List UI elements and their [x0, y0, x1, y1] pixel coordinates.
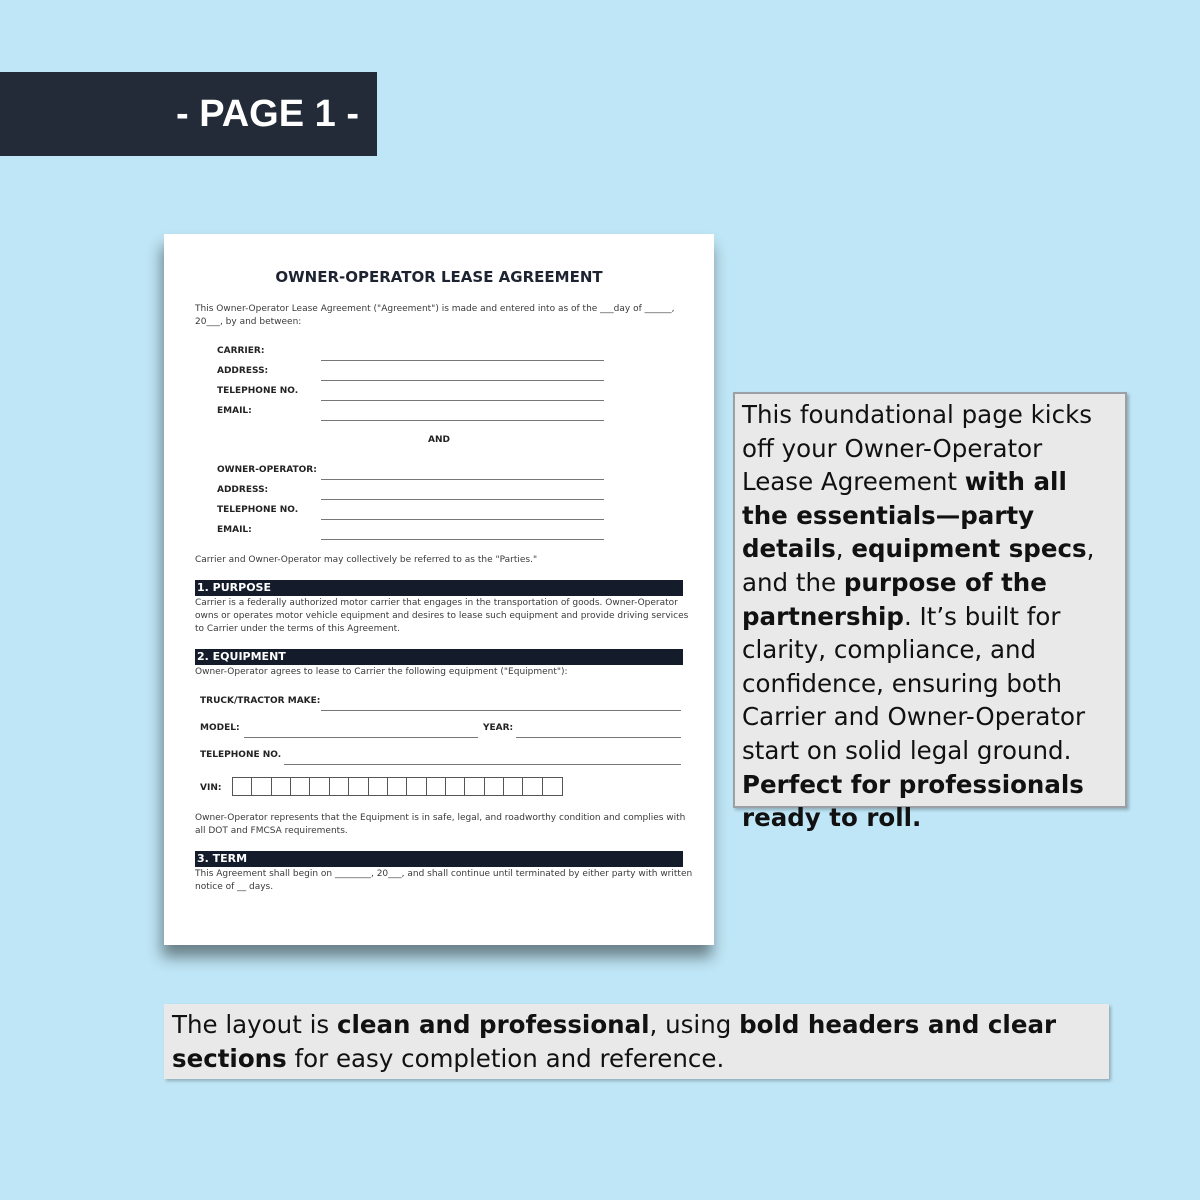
vin-box — [291, 778, 310, 795]
truck-make-label: TRUCK/TRACTOR MAKE: — [200, 696, 321, 706]
layout-note-bold-1: clean and professional — [336, 1010, 650, 1039]
truck-make-line — [321, 710, 681, 711]
page-banner-label: - PAGE 1 - — [176, 92, 359, 135]
description-bold-3: purpose of the partnership — [742, 567, 1047, 631]
carrier-address-label: ADDRESS: — [217, 366, 269, 376]
vin-box — [485, 778, 504, 795]
model-line — [244, 737, 478, 738]
vin-box — [427, 778, 446, 795]
description-text-1: This foundational page kicks off your Owner-Operator Lease Agreement — [742, 400, 1093, 497]
layout-note-bold-2: bold headers and clear sections — [172, 1010, 1057, 1073]
description-callout — [733, 392, 1127, 833]
term-line-2: notice of __ days. — [195, 882, 274, 892]
vin-label: VIN: — [200, 783, 222, 793]
carrier-address-line — [321, 380, 604, 381]
condition-line-1: Owner-Operator represents that the Equipment is in safe, legal, and roadworthy condition and complies with — [195, 813, 686, 823]
and-label: AND — [428, 435, 450, 445]
carrier-email-line — [321, 420, 604, 421]
year-line — [516, 737, 681, 738]
purpose-line-1: Carrier is a federally authorized motor carrier that engages in the transportation of goods. Owner-Operator — [195, 598, 678, 608]
vin-box — [465, 778, 484, 795]
intro-line-2: 20___, by and between: — [195, 317, 302, 327]
vin-box — [369, 778, 388, 795]
operator-line — [321, 479, 604, 480]
vin-boxes — [232, 777, 563, 796]
condition-line-2: all DOT and FMCSA requirements. — [195, 826, 348, 836]
operator-email-label: EMAIL: — [217, 525, 252, 535]
equipment-intro: Owner-Operator agrees to lease to Carrier the following equipment ("Equipment"): — [195, 667, 568, 677]
equipment-telephone-label: TELEPHONE NO. — [200, 750, 282, 760]
operator-address-label: ADDRESS: — [217, 485, 269, 495]
description-bold-1: with all the essentials—party details — [742, 467, 1067, 564]
description-text-2: , — [835, 534, 852, 564]
document-preview — [164, 234, 714, 945]
section-term-header: 3. TERM — [195, 851, 683, 867]
operator-email-line — [321, 539, 604, 540]
layout-note-text-2: , using — [649, 1010, 740, 1039]
operator-telephone-label: TELEPHONE NO. — [217, 505, 299, 515]
vin-box — [233, 778, 252, 795]
term-line-1: This Agreement shall begin on ________, 20___, and shall continue until terminated by either party with written — [195, 869, 693, 879]
year-label: YEAR: — [483, 723, 514, 733]
purpose-line-2: owns or operates motor vehicle equipment and desires to lease such equipment and provide driving services — [195, 611, 689, 621]
section-purpose-header: 1. PURPOSE — [195, 580, 683, 596]
description-text-4: . It’s built for clarity, compliance, and confidence, ensuring both Carrier and Owner-Operator start on solid legal ground. — [742, 601, 1086, 765]
equipment-telephone-line — [284, 764, 681, 765]
model-label: MODEL: — [200, 723, 240, 733]
carrier-telephone-line — [321, 400, 604, 401]
operator-label: OWNER-OPERATOR: — [217, 465, 317, 475]
vin-box — [310, 778, 329, 795]
intro-line-1: This Owner-Operator Lease Agreement ("Agreement") is made and entered into as of the ___day of ______, — [195, 304, 675, 314]
carrier-email-label: EMAIL: — [217, 406, 252, 416]
carrier-telephone-label: TELEPHONE NO. — [217, 386, 299, 396]
page-banner — [0, 72, 377, 156]
vin-box — [523, 778, 542, 795]
section-equipment-header: 2. EQUIPMENT — [195, 649, 683, 665]
layout-note-text-3: for easy completion and reference. — [286, 1043, 725, 1073]
vin-box — [543, 778, 562, 795]
vin-box — [446, 778, 465, 795]
description-bold-4: Perfect for professionals ready to roll. — [742, 769, 1084, 833]
purpose-line-3: to Carrier under the terms of this Agreement. — [195, 624, 400, 634]
operator-address-line — [321, 499, 604, 500]
vin-box — [252, 778, 271, 795]
carrier-label: CARRIER: — [217, 346, 265, 356]
operator-telephone-line — [321, 519, 604, 520]
vin-box — [407, 778, 426, 795]
parties-note: Carrier and Owner-Operator may collectively be referred to as the "Parties." — [195, 555, 538, 565]
carrier-line — [321, 360, 604, 361]
vin-box — [272, 778, 291, 795]
vin-box — [504, 778, 523, 795]
document-title: OWNER-OPERATOR LEASE AGREEMENT — [275, 268, 603, 286]
layout-note — [164, 1004, 1109, 1079]
vin-box — [388, 778, 407, 795]
layout-note-text-1: The layout is — [172, 1010, 337, 1039]
description-bold-2: equipment specs — [851, 534, 1087, 564]
vin-box — [330, 778, 349, 795]
description-text-3: , and the — [742, 534, 1095, 597]
vin-box — [349, 778, 368, 795]
